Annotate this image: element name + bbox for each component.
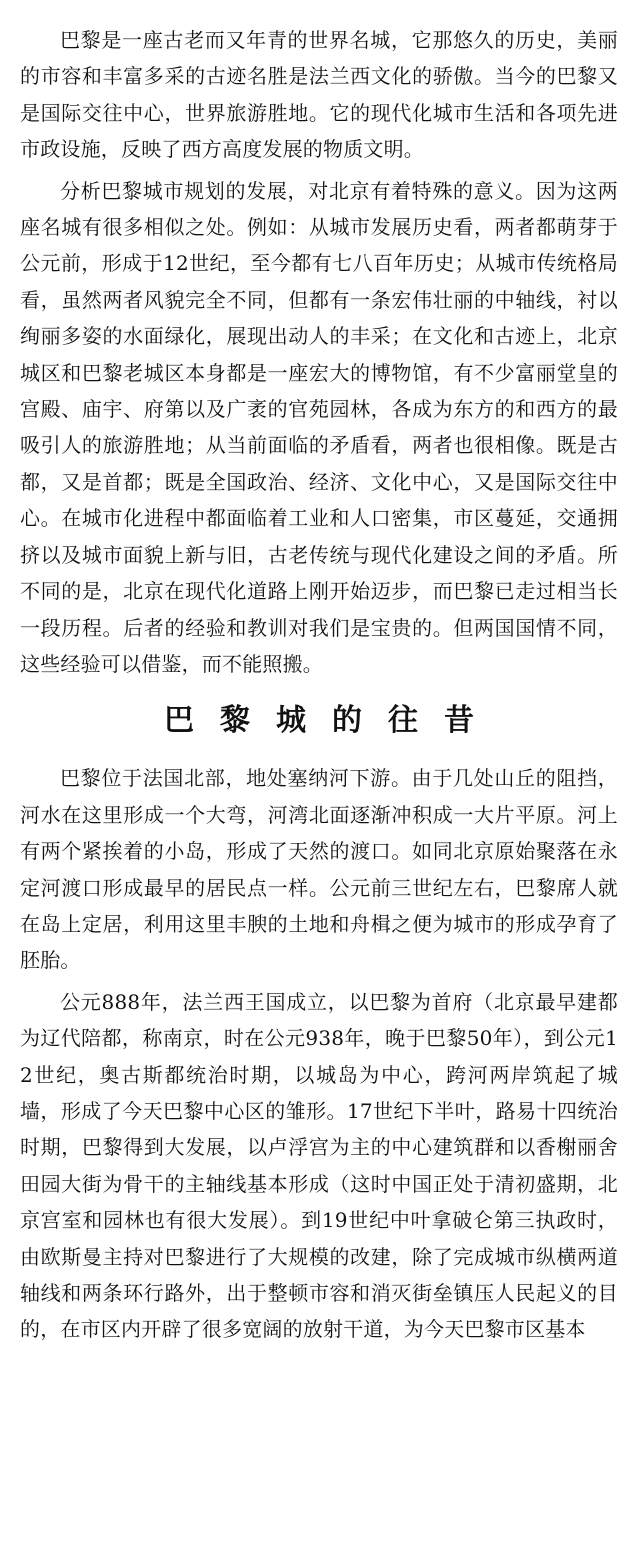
section-paragraph: 巴黎位于法国北部，地处塞纳河下游。由于几处山丘的阻挡，河水在这里形成一个大弯，河湾北面逐渐冲积成一大片平原。河上有两个紧挨着的小岛，形成了天然的渡口。如同北京原始聚落在永定河渡口形成最早的居民点一样。公元前三世纪左右，巴黎席人就在岛上定居，利用这里丰腴的土地和舟楫之便为城市的形成孕育了胚胎。 bbox=[20, 766, 618, 973]
intro-paragraph: 巴黎是一座古老而又年青的世界名城，它那悠久的历史，美丽的市容和丰富多采的古迹名胜是法兰西文化的骄傲。当今的巴黎又是国际交往中心，世界旅游胜地。它的现代化城市生活和各项先进市政设施，反映了西方高度发展的物质文明。 bbox=[20, 28, 618, 162]
section-heading: 巴黎城的往昔 bbox=[164, 703, 500, 739]
document-page bbox=[20, 22, 618, 1348]
intro-paragraph: 分析巴黎城市规划的发展，对北京有着特殊的意义。因为这两座名城有很多相似之处。例如：从城市发展历史看，两者都萌芽于公元前，形成于12世纪，至今都有七八百年历史；从城市传统格局看，虽然两者风貌完全不同，但都有一条宏伟壮丽的中轴线，衬以绚丽多姿的水面绿化，展现出动人的丰采；在文化和古迹上，北京城区和巴黎老城区本身都是一座宏大的博物馆，有不少富丽堂皇的宫殿、庙宇、府第以及广袤的官苑园林，各成为东方的和西方的最吸引人的旅游胜地；从当前面临的矛盾看，两者也很相像。既是古都，又是首都；既是全国政治、经济、文化中心，又是国际交往中心。在城市化进程中都面临着工业和人口密集，市区蔓延，交通拥挤以及城市面貌上新与旧，古老传统与现代化建设之间的矛盾。所不同的是，北京在现代化道路上刚开始迈步，而巴黎已走过相当长一段历程。后者的经验和教训对我们是宝贵的。但两国国情不同，这些经验可以借鉴，而不能照搬。 bbox=[20, 178, 618, 676]
section-paragraph: 公元888年，法兰西王国成立，以巴黎为首府（北京最早建都为辽代陪都，称南京，时在公元938年，晚于巴黎50年），到公元12世纪，奥古斯都统治时期，以城岛为中心，跨河两岸筑起了城墙，形成了今天巴黎中心区的雏形。17世纪下半叶，路易十四统治时期，巴黎得到大发展，以卢浮宫为主的中心建筑群和以香榭丽舍田园大街为骨干的主轴线基本形成（这时中国正处于清初盛期，北京宫室和园林也有很大发展）。到19世纪中叶拿破仑第三执政时，由欧斯曼主持对巴黎进行了大规模的改建，除了完成城市纵横两道轴线和两条环行路外，出于整顿市容和消灭街垒镇压人民起义的目的，在市区内开辟了很多宽阔的放射干道，为今天巴黎市区基本 bbox=[20, 989, 618, 1342]
